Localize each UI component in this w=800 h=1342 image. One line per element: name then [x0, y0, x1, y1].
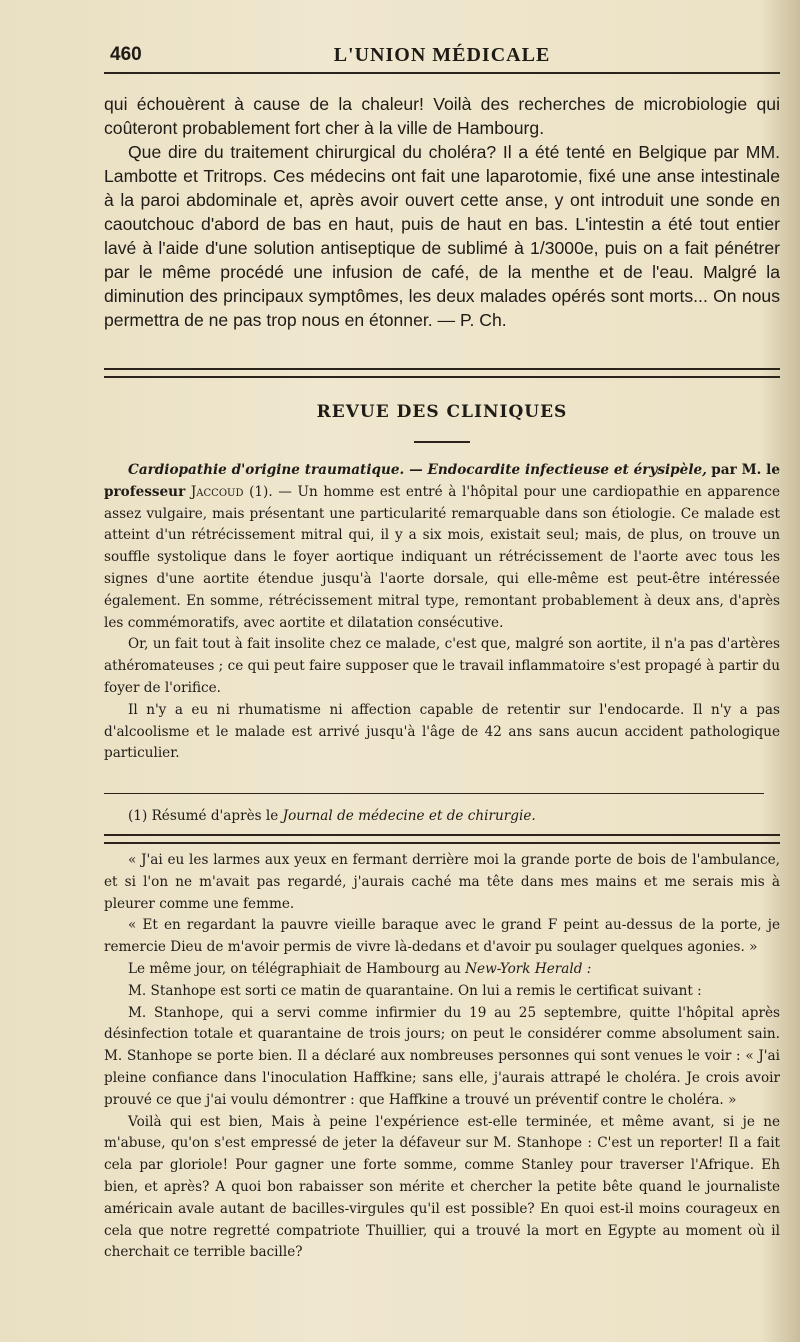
p3-prefix: Le même jour, on télégraphiait de Hambourg au — [128, 960, 461, 977]
paragraph: « J'ai eu les larmes aux yeux en fermant derrière moi la grande porte de bois de l'ambulance, et si l'on ne m'avait pas regardé, j'aurais caché ma tête dans mes mains et me serais mis à pleurer comme une femme. — [104, 852, 780, 912]
newspaper-name: New-York Herald : — [465, 960, 592, 977]
section-divider — [104, 368, 780, 378]
footnote-rule — [104, 793, 764, 794]
lead-paragraph — [104, 460, 780, 634]
paragraph: Que dire du traitement chirurgical du choléra? Il a été tenté en Belgique par MM. Lambotte et Tritrops. Ces médecins ont fait une laparotomie, fixé une anse intestinale à la paroi abdominale et, après avoir ouvert cette anse, y ont introduit une sonde en caoutchouc d'abord de bas en haut, puis de haut en bas. L'intestin a été tout entier lavé à l'aide d'une solution antiseptique de sublimé à 1/3000e, puis on a fait pénétrer par le même procédé une infusion de café, de la menthe et de l'eau. Malgré la diminution des principaux symptômes, les deux malades opérés sont morts... On nous permettra de ne pas trop nous en étonner. — P. Ch. — [104, 142, 780, 330]
paragraph — [104, 959, 780, 981]
journal-title: L'UNION MÉDICALE — [333, 44, 551, 66]
top-text — [104, 92, 780, 332]
bottom-text — [104, 850, 780, 1264]
paragraph: M. Stanhope est sorti ce matin de quarantaine. On lui a remis le certificat suivant : — [128, 982, 702, 999]
footnote-source: Journal de médecine et de chirurgie. — [282, 808, 536, 824]
lead-title: Cardiopathie d'origine traumatique. — Endocardite infectieuse et érysipèle, — [128, 462, 707, 478]
lead-author-prefix: par M. le professeur — [104, 462, 780, 500]
lead-author: Jaccoud — [190, 483, 244, 500]
paragraph: Il n'y a eu ni rhumatisme ni affection capable de retentir sur l'endocarde. Il n'y a pas d'alcoolisme et le malade est arrivé jusqu'à l'âge de 42 ans sans aucun accident pathologique particulier. — [104, 701, 780, 762]
footnote-prefix: (1) Résumé d'après le — [128, 808, 279, 824]
paragraph: M. Stanhope, qui a servi comme infirmier du 19 au 25 septembre, quitte l'hôpital après désinfection totale et quarantaine de trois jours; on peut le considérer comme absolument sain. M. Stanhope se porte bien. Il a déclaré aux nombreuses personnes qui sont venues le voir : « J'ai pleine confiance dans l'inoculation Haffkine; sans elle, j'aurais attrapé le choléra. Je crois avoir prouvé ce que j'ai voulu démontrer : que Haffkine a trouvé un préventif contre le choléra. » — [104, 1004, 780, 1108]
page-number: 460 — [110, 44, 142, 65]
section-divider — [104, 834, 780, 844]
lead-body: (1). — Un homme est entré à l'hôpital pour une cardiopathie en apparence assez vulgaire, mais présentant une particularité remarquable dans son étiologie. Ce malade est atteint d'un rétrécissement mitral qui, il y a six mois, existait seul; mais, de plus, on trouve un souffle systolique dans le foyer aortique indiquant un rétrécissement de l'aorte avec tous les signes d'une aortite étendue jusqu'à l'aorte dorsale, qui elle-même est peut-être intéressée également. En somme, rétrécissement mitral type, remontant probablement à deux ans, d'après les commémoratifs, avec aortite et dilatation consécutive. — [104, 483, 780, 631]
paragraph: Voilà qui est bien, Mais à peine l'expérience est-elle terminée, et même avant, si je ne m'abuse, qu'on s'est empressé de jeter la défaveur sur M. Stanhope : C'est un reporter! Il a fait cela par gloriole! Pour gagner une forte somme, comme Stanley pour traverser l'Afrique. Eh bien, et après? A quoi bon rabaisser son mérite et chercher la petite bête quand le journaliste américain avale autant de bacilles-virgules qu'il est possible? En quoi est-il moins courageux en cela que notre regretté compatriote Thuillier, qui a trouvé la mort en Egypte au moment où il cherchait ce terrible bacille? — [104, 1113, 780, 1261]
section-title: REVUE DES CLINIQUES — [316, 402, 568, 422]
paragraph: « Et en regardant la pauvre vieille baraque avec le grand F peint au-dessus de la porte, je remercie Dieu de m'avoir permis de vivre là-dedans et d'avoir pu soulager quelques agonies. » — [104, 917, 780, 956]
paragraph: qui échouèrent à cause de la chaleur! Voilà des recherches de microbiologie qui coûteront probablement fort cher à la ville de Hambourg. — [104, 94, 780, 138]
footnote — [104, 806, 780, 828]
title-underline — [414, 441, 470, 443]
clinic-text — [104, 460, 780, 765]
page-header — [104, 38, 780, 74]
paragraph: Or, un fait tout à fait insolite chez ce malade, c'est que, malgré son aortite, il n'a pas d'artères athéromateuses ; ce qui peut faire supposer que le travail inflammatoire s'est propagé à partir du foyer de l'orifice. — [104, 636, 780, 696]
